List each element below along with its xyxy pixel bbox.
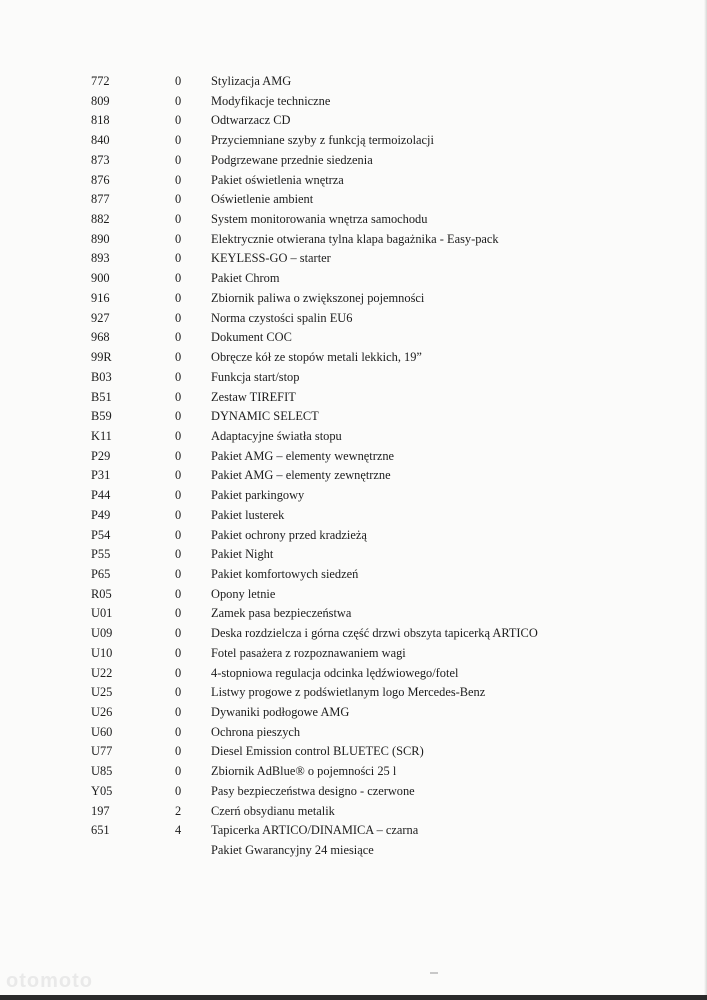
option-description: Pakiet Night bbox=[211, 547, 274, 562]
option-quantity: 0 bbox=[175, 783, 182, 798]
option-code: U10 bbox=[91, 645, 113, 660]
option-quantity: 0 bbox=[175, 172, 182, 187]
option-quantity: 0 bbox=[175, 645, 182, 660]
list-item bbox=[0, 486, 707, 506]
list-item bbox=[0, 782, 707, 802]
list-item bbox=[0, 585, 707, 605]
option-description: Pakiet oświetlenia wnętrza bbox=[211, 172, 344, 187]
option-code: 876 bbox=[91, 172, 110, 187]
option-description: Zbiornik AdBlue® o pojemności 25 l bbox=[211, 764, 397, 779]
option-quantity: 0 bbox=[175, 310, 182, 325]
option-code: U60 bbox=[91, 724, 113, 739]
option-description: Funkcja start/stop bbox=[211, 369, 300, 384]
option-code: U09 bbox=[91, 626, 113, 641]
list-item bbox=[0, 742, 707, 762]
option-quantity: 0 bbox=[175, 448, 182, 463]
list-item bbox=[0, 506, 707, 526]
option-description: DYNAMIC SELECT bbox=[211, 409, 319, 424]
option-description: Zestaw TIREFIT bbox=[211, 389, 296, 404]
option-quantity: 0 bbox=[175, 606, 182, 621]
option-quantity: 0 bbox=[175, 685, 182, 700]
option-quantity: 0 bbox=[175, 468, 182, 483]
option-quantity: 0 bbox=[175, 212, 182, 227]
option-description: Ochrona pieszych bbox=[211, 724, 301, 739]
option-quantity: 0 bbox=[175, 389, 182, 404]
option-code: 877 bbox=[91, 192, 110, 207]
list-item bbox=[0, 821, 707, 841]
option-code: P29 bbox=[91, 448, 111, 463]
option-description: Pakiet lusterek bbox=[211, 507, 285, 522]
option-quantity: 2 bbox=[175, 803, 182, 818]
option-code: 916 bbox=[91, 290, 110, 305]
option-code: 818 bbox=[91, 113, 110, 128]
equipment-list bbox=[0, 72, 707, 861]
option-description: Dywaniki podłogowe AMG bbox=[211, 705, 350, 719]
option-code: 809 bbox=[91, 93, 110, 108]
option-code: 197 bbox=[91, 803, 110, 818]
list-item bbox=[0, 427, 707, 447]
option-code: U25 bbox=[91, 685, 113, 700]
option-description: Adaptacyjne światła stopu bbox=[211, 428, 342, 443]
option-quantity: 0 bbox=[175, 251, 182, 266]
option-quantity: 0 bbox=[175, 744, 182, 759]
option-quantity: 0 bbox=[175, 369, 182, 384]
option-description: Opony letnie bbox=[211, 586, 276, 601]
list-item bbox=[0, 388, 707, 408]
list-item bbox=[0, 407, 707, 427]
option-quantity: 0 bbox=[175, 152, 182, 167]
option-description: Pakiet Gwarancyjny 24 miesiące bbox=[211, 843, 374, 858]
option-description: Pakiet komfortowych siedzeń bbox=[211, 566, 359, 581]
option-description: Norma czystości spalin EU6 bbox=[211, 310, 353, 325]
option-quantity: 0 bbox=[175, 231, 182, 246]
list-item bbox=[0, 190, 707, 210]
option-description: Pakiet ochrony przed kradzieżą bbox=[211, 527, 367, 542]
option-quantity: 0 bbox=[175, 488, 182, 503]
list-item bbox=[0, 723, 707, 743]
option-quantity: 0 bbox=[175, 428, 182, 443]
option-code: 890 bbox=[91, 231, 110, 246]
option-description: Zbiornik paliwa o zwiększonej pojemności bbox=[211, 290, 425, 305]
list-item bbox=[0, 624, 707, 644]
option-code: P65 bbox=[91, 566, 111, 581]
option-code: U22 bbox=[91, 665, 113, 680]
option-code: P54 bbox=[91, 527, 111, 542]
option-code: U85 bbox=[91, 764, 113, 779]
option-code: 873 bbox=[91, 152, 110, 167]
option-description: Diesel Emission control BLUETEC (SCR) bbox=[211, 744, 424, 759]
option-quantity: 0 bbox=[175, 290, 182, 305]
option-quantity: 0 bbox=[175, 626, 182, 641]
option-code: B51 bbox=[91, 389, 112, 404]
option-description: Fotel pasażera z rozpoznawaniem wagi bbox=[211, 645, 406, 660]
option-description: Tapicerka ARTICO/DINAMICA – czarna bbox=[211, 823, 419, 838]
option-code: B03 bbox=[91, 369, 112, 384]
list-item bbox=[0, 644, 707, 664]
option-code: 882 bbox=[91, 212, 110, 227]
option-code: 772 bbox=[91, 74, 110, 88]
list-item bbox=[0, 111, 707, 131]
list-item bbox=[0, 289, 707, 309]
list-item bbox=[0, 526, 707, 546]
list-item bbox=[0, 131, 707, 151]
list-item bbox=[0, 230, 707, 250]
list-item bbox=[0, 664, 707, 684]
list-item bbox=[0, 565, 707, 585]
option-quantity: 0 bbox=[175, 192, 182, 207]
option-description: Stylizacja AMG bbox=[211, 74, 292, 88]
option-code: U26 bbox=[91, 705, 113, 719]
list-item bbox=[0, 545, 707, 565]
option-code: P55 bbox=[91, 547, 111, 562]
option-quantity: 0 bbox=[175, 133, 182, 148]
list-item bbox=[0, 348, 707, 368]
option-quantity: 0 bbox=[175, 350, 182, 365]
option-description: System monitorowania wnętrza samochodu bbox=[211, 212, 428, 227]
option-description: Przyciemniane szyby z funkcją termoizolacji bbox=[211, 133, 434, 148]
scan-speck bbox=[430, 972, 438, 974]
option-description: Pasy bezpieczeństwa designo - czerwone bbox=[211, 783, 415, 798]
option-description: Listwy progowe z podświetlanym logo Mercedes-Benz bbox=[211, 685, 486, 700]
option-quantity: 0 bbox=[175, 330, 182, 345]
list-item bbox=[0, 447, 707, 467]
option-code: P44 bbox=[91, 488, 111, 503]
option-description: Pakiet AMG – elementy wewnętrzne bbox=[211, 448, 395, 463]
option-quantity: 0 bbox=[175, 409, 182, 424]
option-quantity: 0 bbox=[175, 271, 182, 286]
option-code: 893 bbox=[91, 251, 110, 266]
option-description: Deska rozdzielcza i górna część drzwi obszyta tapicerką ARTICO bbox=[211, 626, 538, 641]
option-description: Pakiet parkingowy bbox=[211, 488, 305, 503]
option-quantity: 0 bbox=[175, 566, 182, 581]
option-code: 840 bbox=[91, 133, 110, 148]
option-description: Oświetlenie ambient bbox=[211, 192, 314, 207]
list-item bbox=[0, 269, 707, 289]
option-code: 927 bbox=[91, 310, 110, 325]
option-code: 900 bbox=[91, 271, 110, 286]
list-item bbox=[0, 309, 707, 329]
option-quantity: 0 bbox=[175, 93, 182, 108]
option-description: Czerń obsydianu metalik bbox=[211, 803, 335, 818]
option-quantity: 0 bbox=[175, 74, 182, 88]
list-item bbox=[0, 802, 707, 822]
option-quantity: 0 bbox=[175, 764, 182, 779]
list-item bbox=[0, 683, 707, 703]
option-code: U01 bbox=[91, 606, 113, 621]
option-description: Zamek pasa bezpieczeństwa bbox=[211, 606, 352, 621]
option-quantity: 4 bbox=[175, 823, 182, 838]
list-item bbox=[0, 703, 707, 723]
list-item bbox=[0, 210, 707, 230]
option-quantity: 0 bbox=[175, 547, 182, 562]
list-item bbox=[0, 151, 707, 171]
option-code: Y05 bbox=[91, 783, 113, 798]
list-item bbox=[0, 466, 707, 486]
option-code: P31 bbox=[91, 468, 111, 483]
option-quantity: 0 bbox=[175, 527, 182, 542]
option-code: 968 bbox=[91, 330, 110, 345]
list-item bbox=[0, 72, 707, 92]
option-description: KEYLESS-GO – starter bbox=[211, 251, 331, 266]
option-description: Dokument COC bbox=[211, 330, 292, 345]
list-item bbox=[0, 762, 707, 782]
option-description: Pakiet Chrom bbox=[211, 271, 280, 286]
option-quantity: 0 bbox=[175, 705, 182, 719]
option-code: 651 bbox=[91, 823, 110, 838]
option-code: R05 bbox=[91, 586, 112, 601]
option-description: 4-stopniowa regulacja odcinka lędźwiowego/fotel bbox=[211, 665, 459, 680]
list-item bbox=[0, 841, 707, 861]
list-item bbox=[0, 604, 707, 624]
option-quantity: 0 bbox=[175, 586, 182, 601]
option-description: Obręcze kół ze stopów metali lekkich, 19” bbox=[211, 350, 422, 365]
option-code: U77 bbox=[91, 744, 113, 759]
option-quantity: 0 bbox=[175, 507, 182, 522]
option-description: Odtwarzacz CD bbox=[211, 113, 291, 128]
option-description: Pakiet AMG – elementy zewnętrzne bbox=[211, 468, 391, 483]
option-description: Elektrycznie otwierana tylna klapa bagażnika - Easy-pack bbox=[211, 231, 499, 246]
option-code: P49 bbox=[91, 507, 111, 522]
list-item bbox=[0, 368, 707, 388]
list-item bbox=[0, 92, 707, 112]
option-code: K11 bbox=[91, 428, 112, 443]
option-description: Modyfikacje techniczne bbox=[211, 93, 331, 108]
option-code: B59 bbox=[91, 409, 112, 424]
option-quantity: 0 bbox=[175, 724, 182, 739]
option-description: Podgrzewane przednie siedzenia bbox=[211, 152, 373, 167]
list-item bbox=[0, 249, 707, 269]
option-code: 99R bbox=[91, 350, 112, 365]
list-item bbox=[0, 328, 707, 348]
option-quantity: 0 bbox=[175, 665, 182, 680]
list-item bbox=[0, 171, 707, 191]
scan-bottom-edge bbox=[0, 995, 707, 1000]
option-quantity: 0 bbox=[175, 113, 182, 128]
watermark-logo: otomoto bbox=[6, 970, 93, 992]
